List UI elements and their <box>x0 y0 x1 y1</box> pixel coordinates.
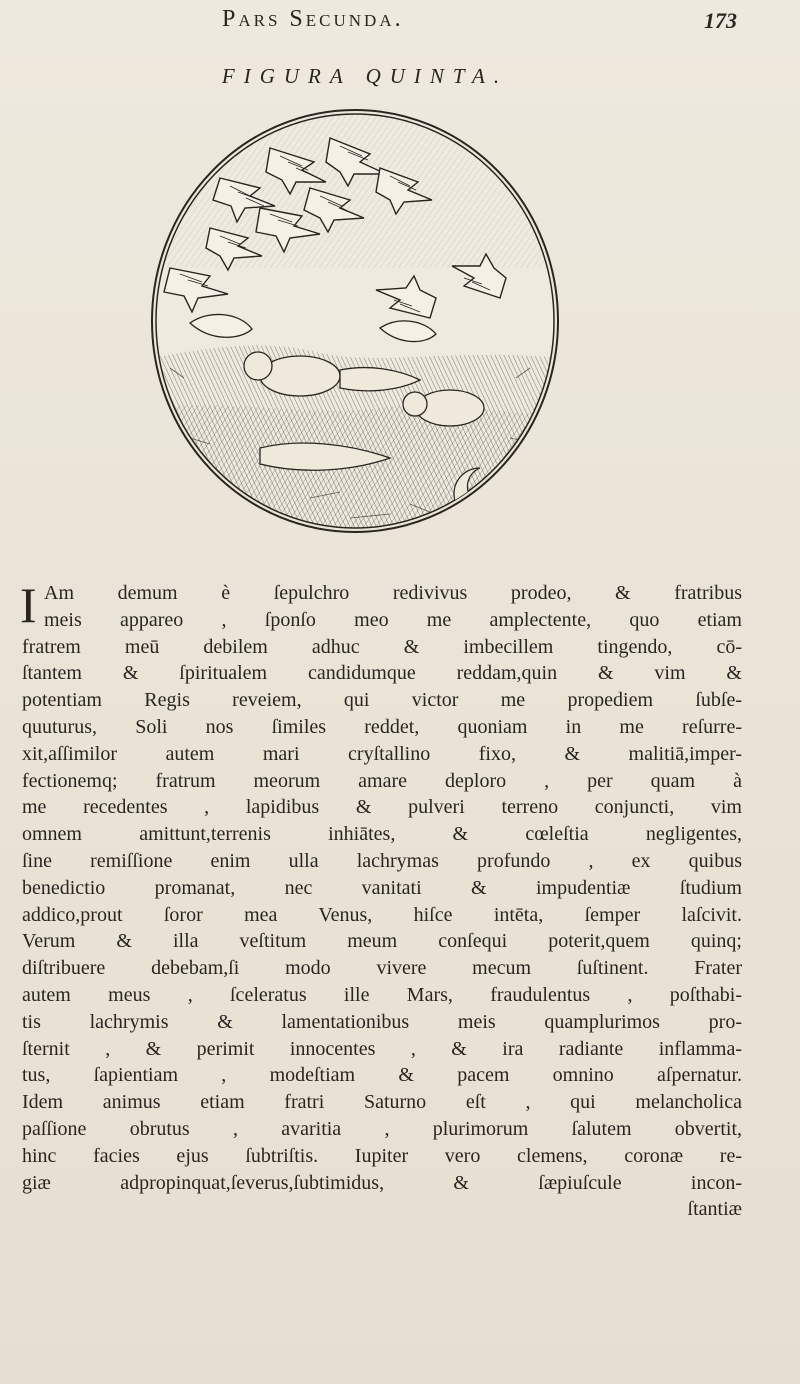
drop-cap: I <box>20 577 37 633</box>
text-line: autem meus , ſceleratus ille Mars, fraudulentus , poſthabi- <box>22 983 742 1006</box>
text-line: ſtantem & ſpiritualem candidumque reddam,quin & vim & <box>22 662 742 685</box>
page-number: 173 <box>704 8 737 33</box>
text-line: Idem animus etiam fratri Saturno eſt , qui melancholica <box>22 1091 742 1114</box>
text-line: quuturus, Soli nos ſimiles reddet, quoniam in me reſurre- <box>22 715 742 738</box>
text-line: paſſione obrutus , avaritia , plurimorum ſalutem obvertit, <box>22 1117 742 1140</box>
text-line: meis appareo , ſponſo meo me amplectente, quo etiam <box>44 608 742 631</box>
text-line: fratrem meū debilem adhuc & imbecillem tingendo, cō- <box>22 635 742 658</box>
text-line: diſtribuere debebam,ſi modo vivere mecum ſuſtinent. Frater <box>22 957 742 980</box>
text-line: tis lachrymis & lamentationibus meis quamplurimos pro- <box>22 1010 742 1033</box>
figure-caption: FIGURA QUINTA. <box>221 64 509 88</box>
text-line: tus, ſapientiam , modeſtiam & pacem omnino aſpernatur. <box>22 1064 742 1087</box>
text-line: ſternit , & perimit innocentes , & ira radiante inflamma- <box>22 1037 742 1060</box>
main-text <box>20 577 742 1223</box>
text-line: me recedentes , lapidibus & pulveri terreno conjuncti, vim <box>22 796 742 819</box>
text-line: Verum & illa veſtitum meum conſequi poterit,quem quinq; <box>22 930 742 953</box>
text-line: addico,prout ſoror mea Venus, hiſce intēta, ſemper laſcivit. <box>22 903 742 926</box>
running-title: Pars Secunda. <box>222 6 404 32</box>
text-line: hinc facies ejus ſubtriſtis. Iupiter vero clemens, coronæ re- <box>22 1144 742 1167</box>
text-line: Am demum è ſepulchro redivivus prodeo, & fratribus <box>44 582 742 604</box>
text-line: omnem amittunt,terrenis inhiātes, & cœleſtia negligentes, <box>22 823 742 846</box>
text-line: ſine remiſſione enim ulla lachrymas profundo , ex quibus <box>22 849 742 872</box>
text-line: xit,aſſimilor autem mari cryſtallino fixo, & malitiā,imper- <box>22 742 742 765</box>
text-line: potentiam Regis reveiem, qui victor me propediem ſubſe- <box>22 689 742 712</box>
text-line: giæ adpropinquat,ſeverus,ſubtimidus, & ſæpiuſcule incon- <box>22 1171 742 1194</box>
woodcut-illustration <box>150 108 560 534</box>
text-line: fectionemq; fratrum meorum amare deploro , per quam à <box>22 769 742 792</box>
running-head <box>0 6 800 36</box>
catchword: ſtantiæ <box>687 1198 742 1221</box>
text-line: benedictio promanat, nec vanitati & impudentiæ ſtudium <box>22 876 742 899</box>
